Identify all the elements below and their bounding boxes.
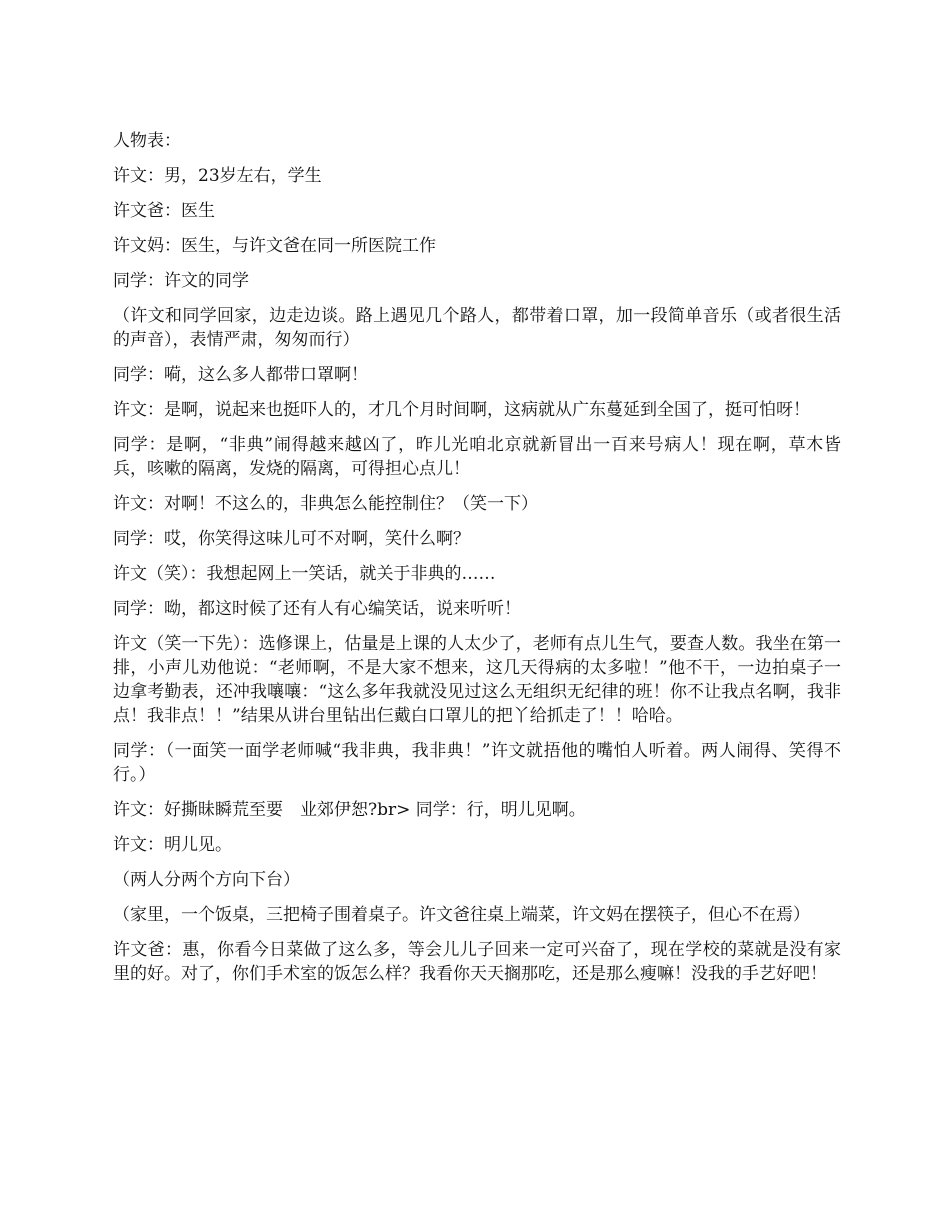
dialogue-line: 同学：呦，都这时候了还有人有心编笑话，说来听听！ [113, 599, 521, 619]
dialogue-line: 许文爸：惠，你看今日菜做了这么多，等会儿儿子回来一定可兴奋了，现在学校的菜就是没有家里的好。对了，你们手术室的饭怎么样？我看你天天搁那吃，还是那么瘦嘛！没我的手艺好吧！ [113, 940, 841, 984]
cast-xuwen-mother: 许文妈：医生，与许文爸在同一所医院工作 [113, 236, 436, 256]
cast-xuwen: 许文：男，23岁左右，学生 [113, 166, 322, 186]
dialogue-line: 同学：（一面笑一面学老师喊“我非典，我非典！”许文就捂他的嘴怕人听着。两人闹得、笑得不行。） [113, 741, 841, 785]
dialogue-line: 同学：哎，你笑得这味儿可不对啊，笑什么啊？ [113, 529, 470, 549]
dialogue-line: 许文：对啊！不这么的，非典怎么能控制住？（笑一下） [113, 494, 538, 514]
document-body [113, 129, 841, 997]
cast-xuwen-father: 许文爸：医生 [113, 201, 215, 221]
dialogue-line: 许文（笑一下先）：选修课上，估量是上课的人太少了，老师有点儿生气，要查人数。我坐在第一排，小声儿劝他说：“老师啊，不是大家不想来，这几天得病的太多啦！”他不干，一边拍桌子一边拿考勤表，还冲我嚷嚷：“这么多年我就没见过这么无组织无纪律的班！你不让我点名啊，我非点！我非点！！”结果从讲台里钻出仨戴白口罩儿的把丫给抓走了！！哈哈。 [113, 634, 841, 726]
cast-list-heading: 人物表： [113, 131, 181, 151]
dialogue-line: 许文：明儿见。 [113, 835, 232, 855]
dialogue-line: 许文（笑）：我想起网上一笑话，就关于非典的…… [113, 564, 496, 584]
stage-direction: （许文和同学回家，边走边谈。路上遇见几个路人，都带着口罩，加一段简单音乐（或者很生活的声音），表情严肃，匆匆而行） [113, 306, 841, 350]
dialogue-line: 同学：是啊，“非典”闹得越来越凶了，昨儿光咱北京就新冒出一百来号病人！现在啊，草木皆兵，咳嗽的隔离，发烧的隔离，可得担心点儿！ [113, 435, 841, 479]
cast-classmate: 同学：许文的同学 [113, 271, 249, 291]
dialogue-line: 许文：好撕昧瞬荒至要 业郊伊恕?br> 同学：行，明儿见啊。 [113, 800, 586, 820]
dialogue-line: 同学：嗬，这么多人都带口罩啊！ [113, 365, 368, 385]
stage-direction: （家里，一个饭桌，三把椅子围着桌子。许文爸往桌上端菜，许文妈在摆筷子，但心不在焉） [113, 905, 810, 925]
stage-direction: （两人分两个方向下台） [113, 870, 300, 890]
dialogue-line: 许文：是啊，说起来也挺吓人的，才几个月时间啊，这病就从广东蔓延到全国了，挺可怕呀！ [113, 400, 810, 420]
